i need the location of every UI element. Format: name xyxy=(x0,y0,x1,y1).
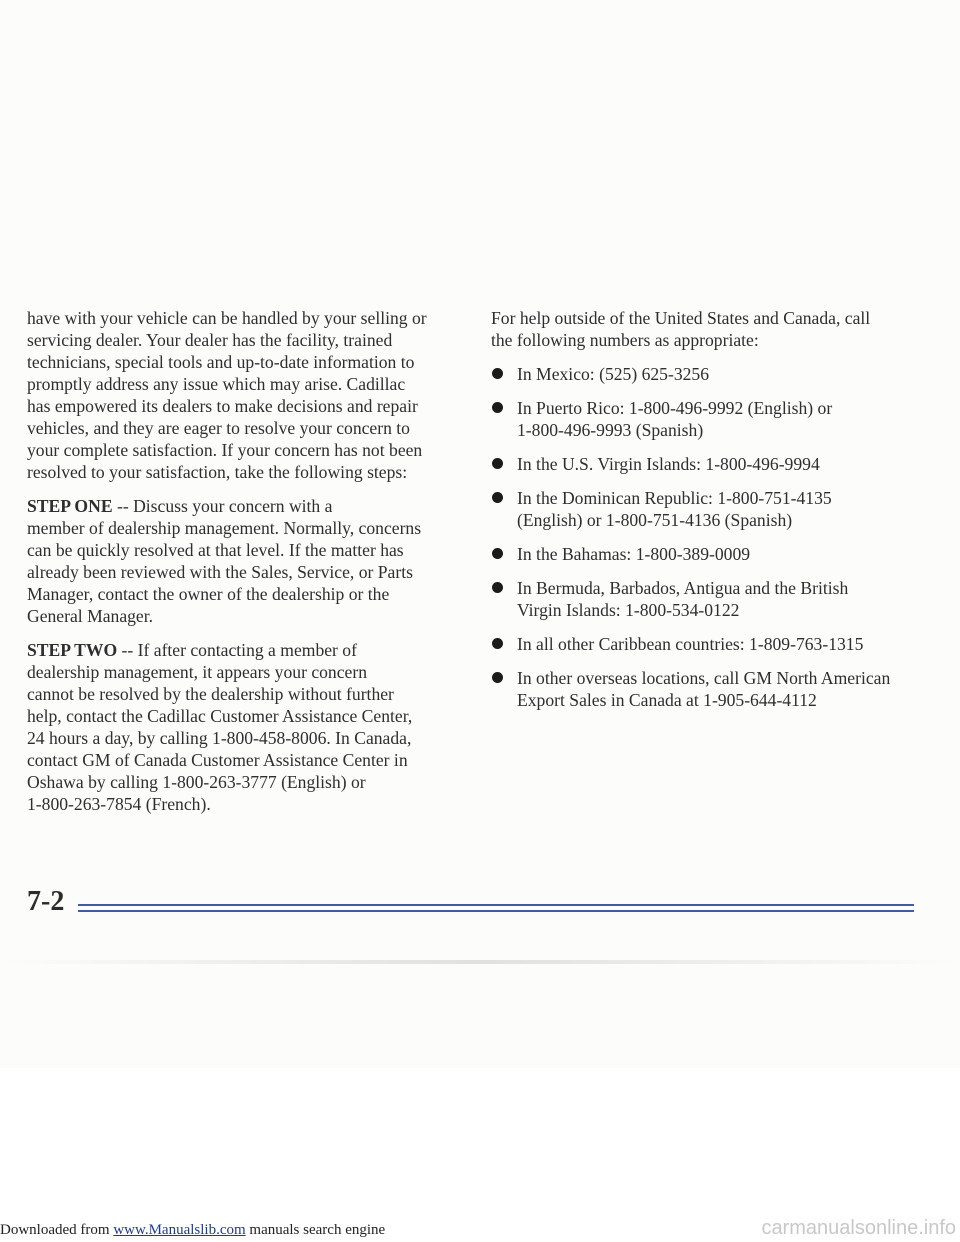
bullet-icon xyxy=(492,582,503,593)
list-item-text: In Bermuda, Barbados, Antigua and the British Virgin Islands: 1-800-534-0122 xyxy=(517,578,849,620)
bullet-icon xyxy=(492,368,503,379)
download-notice-prefix: Downloaded from xyxy=(0,1222,114,1238)
bullet-icon xyxy=(492,492,503,503)
bullet-icon xyxy=(492,672,503,683)
step-two-label: STEP TWO xyxy=(27,640,118,660)
bullet-icon xyxy=(492,402,503,413)
list-item-text: In other overseas locations, call GM North American Export Sales in Canada at 1-905-644-4112 xyxy=(517,668,891,710)
international-help-intro: For help outside of the United States and Canada, call the following numbers as appropriate: xyxy=(491,308,871,350)
intro-paragraph: have with your vehicle can be handled by your selling or servicing dealer. Your dealer has the facility, trained technicians, special tools and up-to-date information to promptly address any issue which may arise. Cadillac has empowered its dealers to make decisions and repair vehicles, and they are eager to resolve your concern to your complete satisfaction. If your concern has not been resolved to your satisfaction, take the following steps: xyxy=(27,308,427,482)
list-item xyxy=(491,543,931,565)
list-item-text: In Mexico: (525) 625-3256 xyxy=(517,364,710,384)
download-notice-suffix: manuals search engine xyxy=(245,1222,386,1238)
list-item-text: In the Bahamas: 1-800-389-0009 xyxy=(517,544,751,564)
list-item xyxy=(491,397,931,441)
list-item xyxy=(491,577,931,621)
step-two-paragraph xyxy=(27,639,455,815)
step-one-text: -- Discuss your concern with a member of dealership management. Normally, concerns can be quickly resolved at that level. If the matter has already been reviewed with the Sales, Service, or Parts Manager, contact the owner of the dealership or the General Manager. xyxy=(27,496,422,626)
site-watermark: carmanualsonline.info xyxy=(761,1217,956,1239)
scan-streak xyxy=(0,960,960,964)
list-item xyxy=(491,453,931,475)
list-item xyxy=(491,667,931,711)
left-column xyxy=(27,307,455,827)
step-one-label: STEP ONE xyxy=(27,496,113,516)
list-item xyxy=(491,363,931,385)
list-item xyxy=(491,487,931,531)
list-item xyxy=(491,633,931,655)
page-footer xyxy=(0,880,960,920)
manualslib-link[interactable]: www.Manualslib.com xyxy=(113,1222,246,1238)
footer-rule-lower xyxy=(78,910,914,912)
bullet-icon xyxy=(492,458,503,469)
page-number: 7-2 xyxy=(27,886,65,917)
phone-number-list xyxy=(491,363,931,711)
step-one-paragraph xyxy=(27,495,455,627)
list-item-text: In all other Caribbean countries: 1-809-763-1315 xyxy=(517,634,864,654)
footer-rule-upper xyxy=(78,904,914,906)
download-notice xyxy=(0,1220,385,1240)
list-item-text: In the U.S. Virgin Islands: 1-800-496-9994 xyxy=(517,454,820,474)
bullet-icon xyxy=(492,638,503,649)
bullet-icon xyxy=(492,548,503,559)
list-item-text: In the Dominican Republic: 1-800-751-4135 (English) or 1-800-751-4136 (Spanish) xyxy=(517,488,832,530)
list-item-text: In Puerto Rico: 1-800-496-9992 (English) or 1-800-496-9993 (Spanish) xyxy=(517,398,833,440)
right-column xyxy=(491,307,931,723)
step-two-text: -- If after contacting a member of dealership management, it appears your concern cannot be resolved by the dealership without further help, contact the Cadillac Customer Assistance Center, 24 hours a day, by calling 1-800-458-8006. In Canada, contact GM of Canada Customer Assistance Center in Oshawa by calling 1-800-263-3777 (English) or 1-800-263-7854 (French). xyxy=(27,640,413,814)
